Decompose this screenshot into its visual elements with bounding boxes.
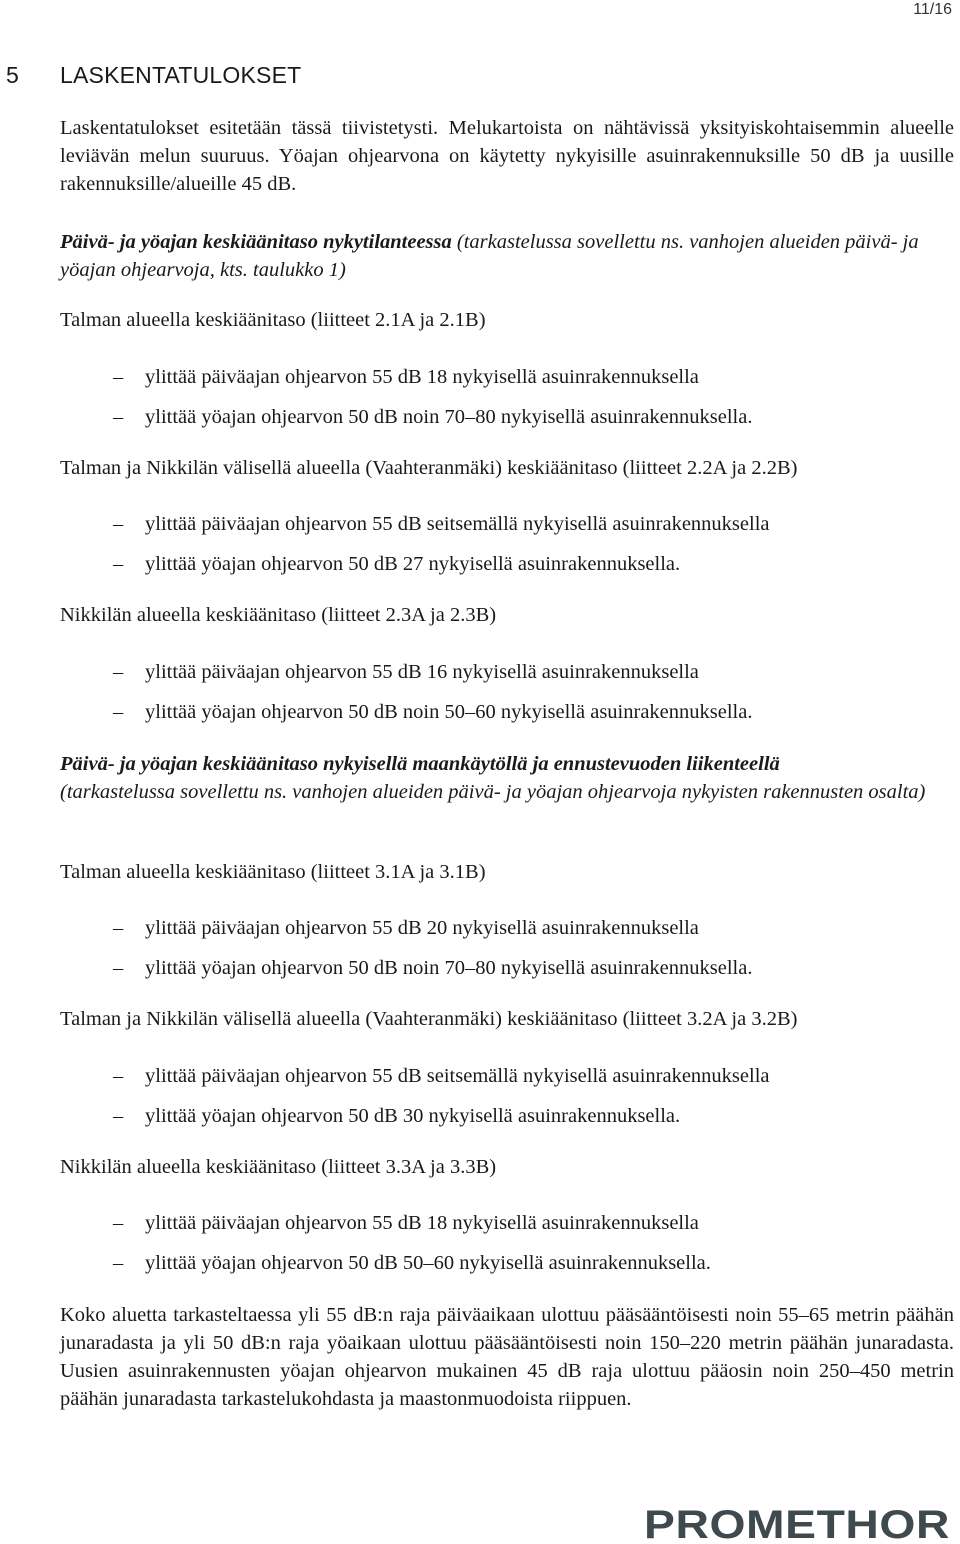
section-number: 5 — [6, 62, 19, 88]
area-title: Talman ja Nikkilän välisellä alueella (Vaahteranmäki) keskiäänitaso (liitteet 2.2A ja 2.2B) — [60, 457, 798, 479]
logo-wordmark: PROMETHOR — [644, 1503, 950, 1544]
current-situation-heading-rest: (tarkastelussa sovellettu ns. vanhojen alueiden päivä- ja yöajan ohjearvoja, kts. taulukko 1) — [60, 231, 919, 281]
bullet-text: ylittää päiväajan ohjearvon 55 dB seitsemällä nykyisellä asuinrakennuksella — [145, 513, 770, 535]
bullet-dash: – — [113, 1252, 124, 1274]
bullet-text: ylittää yöajan ohjearvon 50 dB noin 70–80 nykyisellä asuinrakennuksella. — [145, 406, 753, 428]
bullet-text: ylittää päiväajan ohjearvon 55 dB 20 nykyisellä asuinrakennuksella — [145, 917, 699, 939]
bullet-dash: – — [113, 957, 124, 979]
bullet-text: ylittää päiväajan ohjearvon 55 dB seitsemällä nykyisellä asuinrakennuksella — [145, 1065, 770, 1087]
bullet-text: ylittää yöajan ohjearvon 50 dB noin 70–80 nykyisellä asuinrakennuksella. — [145, 957, 753, 979]
area-title: Nikkilän alueella keskiäänitaso (liitteet 2.3A ja 2.3B) — [60, 604, 497, 626]
forecast-heading-bold: Päivä- ja yöajan keskiäänitaso nykyisellä maankäytöllä ja ennustevuoden liikenteellä — [60, 753, 780, 775]
intro-paragraph: Laskentatulokset esitetään tässä tiivistetysti. Melukartoista on nähtävissä yksityiskohtaisemmin alueelle leviävän melun suuruus. Yöajan ohjearvona on käytetty nykyisille asuinrakennuksille 50 dB ja uusille rakennuksille/alueille 45 dB. — [60, 117, 954, 195]
area-title: Talman alueella keskiäänitaso (liitteet 2.1A ja 2.1B) — [60, 309, 486, 331]
bullet-text: ylittää päiväajan ohjearvon 55 dB 18 nykyisellä asuinrakennuksella — [145, 366, 699, 388]
bullet-dash: – — [113, 1065, 124, 1087]
bullet-dash: – — [113, 553, 124, 575]
bullet-text: ylittää päiväajan ohjearvon 55 dB 16 nykyisellä asuinrakennuksella — [145, 661, 699, 683]
promethor-logo — [642, 1500, 954, 1544]
current-situation-heading-bold: Päivä- ja yöajan keskiäänitaso nykytilanteessa — [60, 231, 452, 253]
area-title: Talman ja Nikkilän välisellä alueella (Vaahteranmäki) keskiäänitaso (liitteet 3.2A ja 3.2B) — [60, 1008, 798, 1030]
section-title: LASKENTATULOKSET — [60, 62, 302, 88]
area-title: Talman alueella keskiäänitaso (liitteet 3.1A ja 3.1B) — [60, 861, 486, 883]
bullet-text: ylittää yöajan ohjearvon 50 dB noin 50–60 nykyisellä asuinrakennuksella. — [145, 701, 753, 723]
bullet-dash: – — [113, 1212, 124, 1234]
forecast-heading — [60, 750, 954, 806]
bullet-text: ylittää yöajan ohjearvon 50 dB 27 nykyisellä asuinrakennuksella. — [145, 553, 681, 575]
bullet-text: ylittää yöajan ohjearvon 50 dB 50–60 nykyisellä asuinrakennuksella. — [145, 1252, 711, 1274]
current-situation-heading — [60, 228, 954, 284]
bullet-dash: – — [113, 1105, 124, 1127]
forecast-heading-rest: (tarkastelussa sovellettu ns. vanhojen alueiden päivä- ja yöajan ohjearvoja nykyisten rakennusten osalta) — [60, 781, 926, 803]
bullet-text: ylittää yöajan ohjearvon 50 dB 30 nykyisellä asuinrakennuksella. — [145, 1105, 681, 1127]
area-title: Nikkilän alueella keskiäänitaso (liitteet 3.3A ja 3.3B) — [60, 1156, 497, 1178]
bullet-text: ylittää päiväajan ohjearvon 55 dB 18 nykyisellä asuinrakennuksella — [145, 1212, 699, 1234]
bullet-dash: – — [113, 366, 124, 388]
page-number: 11/16 — [913, 1, 952, 18]
bullet-dash: – — [113, 406, 124, 428]
conclusion-paragraph: Koko aluetta tarkasteltaessa yli 55 dB:n raja päiväaikaan ulottuu pääsääntöisesti noin 55–65 metrin päähän junaradasta ja yli 50 dB:n raja yöaikaan ulottuu pääsääntöisesti noin 150–220 metrin päähän junaradasta. Uusien asuinrakennusten yöajan ohjearvon mukainen 45 dB raja ulottuu pääosin noin 250–450 metrin päähän junaradasta tarkastelukohdasta ja maastonmuodoista riippuen. — [60, 1304, 954, 1410]
bullet-dash: – — [113, 661, 124, 683]
bullet-dash: – — [113, 917, 124, 939]
bullet-dash: – — [113, 701, 124, 723]
bullet-dash: – — [113, 513, 124, 535]
